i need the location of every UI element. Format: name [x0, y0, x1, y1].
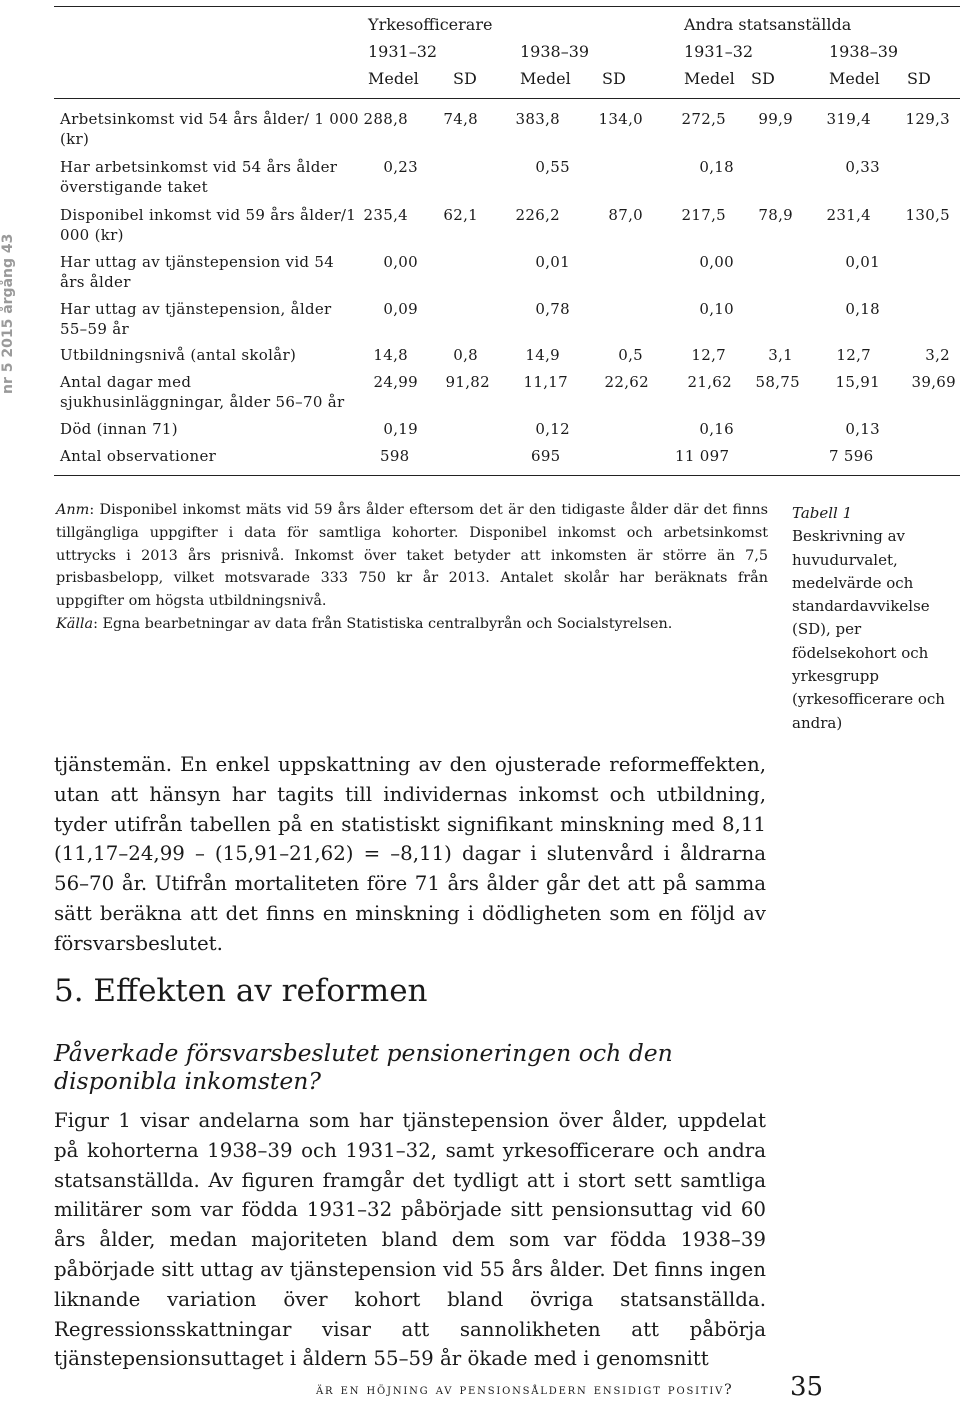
table-cell: 0,00 [383, 253, 418, 271]
table-cell: 0,23 [383, 158, 418, 176]
table-cell: 134,0 [598, 110, 643, 128]
running-title: är en höjning av pensionsåldern ensidigt positiv? [316, 1382, 734, 1398]
table-row-label: Har uttag av tjänstepension, ålder 55–59 år [60, 300, 332, 338]
table-cell: 14,8 [373, 346, 408, 364]
table-cell: 217,5 [681, 206, 726, 224]
table-cell: 383,8 [515, 110, 560, 128]
table-cell: 0,18 [845, 300, 880, 318]
table-cell: 0,12 [535, 420, 570, 438]
source-text: : Egna bearbetningar av data från Statistiska centralbyrån och Socialstyrelsen. [93, 615, 673, 632]
table-cell: 0,8 [453, 346, 478, 364]
paragraph-text: tjänstemän. En enkel uppskattning av den ojusterade reformeffekten, utan att hänsyn har tagits till individernas inkomst och utbildning, tyder utifrån tabellen på en statistiskt signifikant minskning med 8,11 (11,17–24,99 – (15,91–21,62) = –8,11) dagar i slutenvård i åldrarna 56–70 år. Utifrån mortaliteten före 71 års ålder går det att på samma sätt beräkna att det finns en minskning i dödligheten som en följd av försvarsbeslutet. [54, 753, 766, 955]
period-header: 1931–32 [684, 42, 754, 61]
table-cell: 0,00 [699, 253, 734, 271]
table-caption [792, 502, 960, 735]
table-cell: 22,62 [604, 373, 649, 391]
table-cell: 598 [380, 447, 410, 465]
table-cell: 7 596 [829, 447, 874, 465]
stat-header: Medel [520, 69, 571, 88]
body-paragraph [54, 750, 766, 959]
table-cell: 695 [531, 447, 561, 465]
table-cell: 0,16 [699, 420, 734, 438]
table-cell: 129,3 [905, 110, 950, 128]
group-header-yrkesofficerare: Yrkesofficerare [368, 15, 493, 34]
table-cell: 231,4 [826, 206, 871, 224]
table-cell: 11 097 [675, 447, 730, 465]
period-header: 1938–39 [520, 42, 590, 61]
table-top-rule [54, 6, 960, 7]
period-header: 1931–32 [368, 42, 438, 61]
table-cell: 3,2 [925, 346, 950, 364]
paragraph-text: Figur 1 visar andelarna som har tjänstepension över ålder, uppdelat på kohorterna 1938–39 och 1931–32, samt yrkesofficerare och andra statsanställda. Av figuren framgår det tydligt att i stort sett samtliga militärer som var födda 1931–32 påbörjade sitt pensionsuttag vid 60 års ålder, medan majoriteten bland dem som var födda 1938–39 påbörjade sitt uttag av tjänstepension vid 55 års ålder. Det finns ingen liknande variation över kohort bland övriga statsanställda. Regressionsskattningar visar att sannolikheten att påbörja tjänstepensionsuttaget i åldern 55–59 år ökade med i genomsnitt [54, 1109, 766, 1371]
page-number: 35 [790, 1372, 824, 1402]
table-cell: 39,69 [911, 373, 956, 391]
table-cell: 3,1 [768, 346, 793, 364]
table-header-rule [54, 98, 960, 99]
stat-header: Medel [684, 69, 735, 88]
table-bottom-rule [54, 475, 960, 476]
table-cell: 0,5 [618, 346, 643, 364]
period-header: 1938–39 [829, 42, 899, 61]
table-note [56, 499, 768, 636]
note-text: : Disponibel inkomst mäts vid 59 års ålder eftersom det är den tidigaste ålder där det finns tillgängliga uppgifter i data för samtliga kohorter. Disponibel inkomst och arbetsinkomst uttrycks i 2013 års prisnivå. Inkomst över taket betyder att inkomsten är större än 7,5 prisbasbelopp, vilket motsvarade 333 750 kr år 2013. Antalet skolår har beräknats från uppgifter om högsta utbildningsnivå. [56, 502, 768, 610]
table-cell: 226,2 [515, 206, 560, 224]
table-cell: 0,33 [845, 158, 880, 176]
table-row-label: Utbildningsnivå (antal skolår) [60, 346, 297, 364]
stat-header: SD [907, 69, 931, 88]
table-cell: 11,17 [523, 373, 568, 391]
subheading: Påverkade försvarsbeslutet pensioneringen och den disponibla inkomsten? [54, 1039, 673, 1095]
table-cell: 62,1 [443, 206, 478, 224]
table-cell: 24,99 [373, 373, 418, 391]
stat-header: SD [453, 69, 477, 88]
table-cell: 21,62 [687, 373, 732, 391]
table-cell: 0,19 [383, 420, 418, 438]
note-label: Anm [56, 502, 90, 518]
table-cell: 0,55 [535, 158, 570, 176]
table-cell: 0,01 [845, 253, 880, 271]
table-row-label: Disponibel inkomst vid 59 års ålder/1 000 (kr) [60, 206, 357, 244]
caption-title: Tabell 1 [792, 504, 853, 522]
group-header-andra: Andra statsanställda [684, 15, 852, 34]
table-cell: 74,8 [443, 110, 478, 128]
table-cell: 14,9 [525, 346, 560, 364]
table-row-label: Har arbetsinkomst vid 54 års ålder överstigande taket [60, 158, 338, 196]
table-cell: 87,0 [608, 206, 643, 224]
journal-issue-label: nr 5 2015 årgång 43 [0, 233, 16, 394]
table-cell: 235,4 [363, 206, 408, 224]
table-row-label: Antal dagar med sjukhusinläggningar, ålder 56–70 år [60, 373, 345, 411]
body-paragraph [54, 1106, 766, 1374]
table-cell: 272,5 [681, 110, 726, 128]
table-cell: 12,7 [691, 346, 726, 364]
table-row-label: Antal observationer [60, 447, 217, 465]
table-cell: 99,9 [758, 110, 793, 128]
table-cell: 288,8 [363, 110, 408, 128]
source-label: Källa [56, 615, 94, 632]
stat-header: Medel [368, 69, 419, 88]
table-cell: 0,10 [699, 300, 734, 318]
table-cell: 91,82 [445, 373, 490, 391]
stat-header: Medel [829, 69, 880, 88]
table-cell: 0,13 [845, 420, 880, 438]
table-cell: 130,5 [905, 206, 950, 224]
table-cell: 12,7 [836, 346, 871, 364]
table-cell: 0,09 [383, 300, 418, 318]
section-heading: 5. Effekten av reformen [54, 973, 428, 1009]
stat-header: SD [602, 69, 626, 88]
table-cell: 0,18 [699, 158, 734, 176]
table-row-label: Död (innan 71) [60, 420, 178, 438]
table-cell: 0,78 [535, 300, 570, 318]
table-row-label: Arbetsinkomst vid 54 års ålder/ 1 000 (kr) [60, 110, 359, 148]
table-row-label: Har uttag av tjänstepension vid 54 års ålder [60, 253, 335, 291]
table-cell: 15,91 [835, 373, 880, 391]
table-cell: 58,75 [755, 373, 800, 391]
table-cell: 78,9 [758, 206, 793, 224]
caption-text: Beskrivning av huvudurvalet, medelvärde och standardavvikelse (SD), per födelsekohort och yrkesgrupp (yrkesofficerare och andra) [792, 527, 945, 732]
table-cell: 0,01 [535, 253, 570, 271]
stat-header: SD [751, 69, 775, 88]
table-cell: 319,4 [826, 110, 871, 128]
